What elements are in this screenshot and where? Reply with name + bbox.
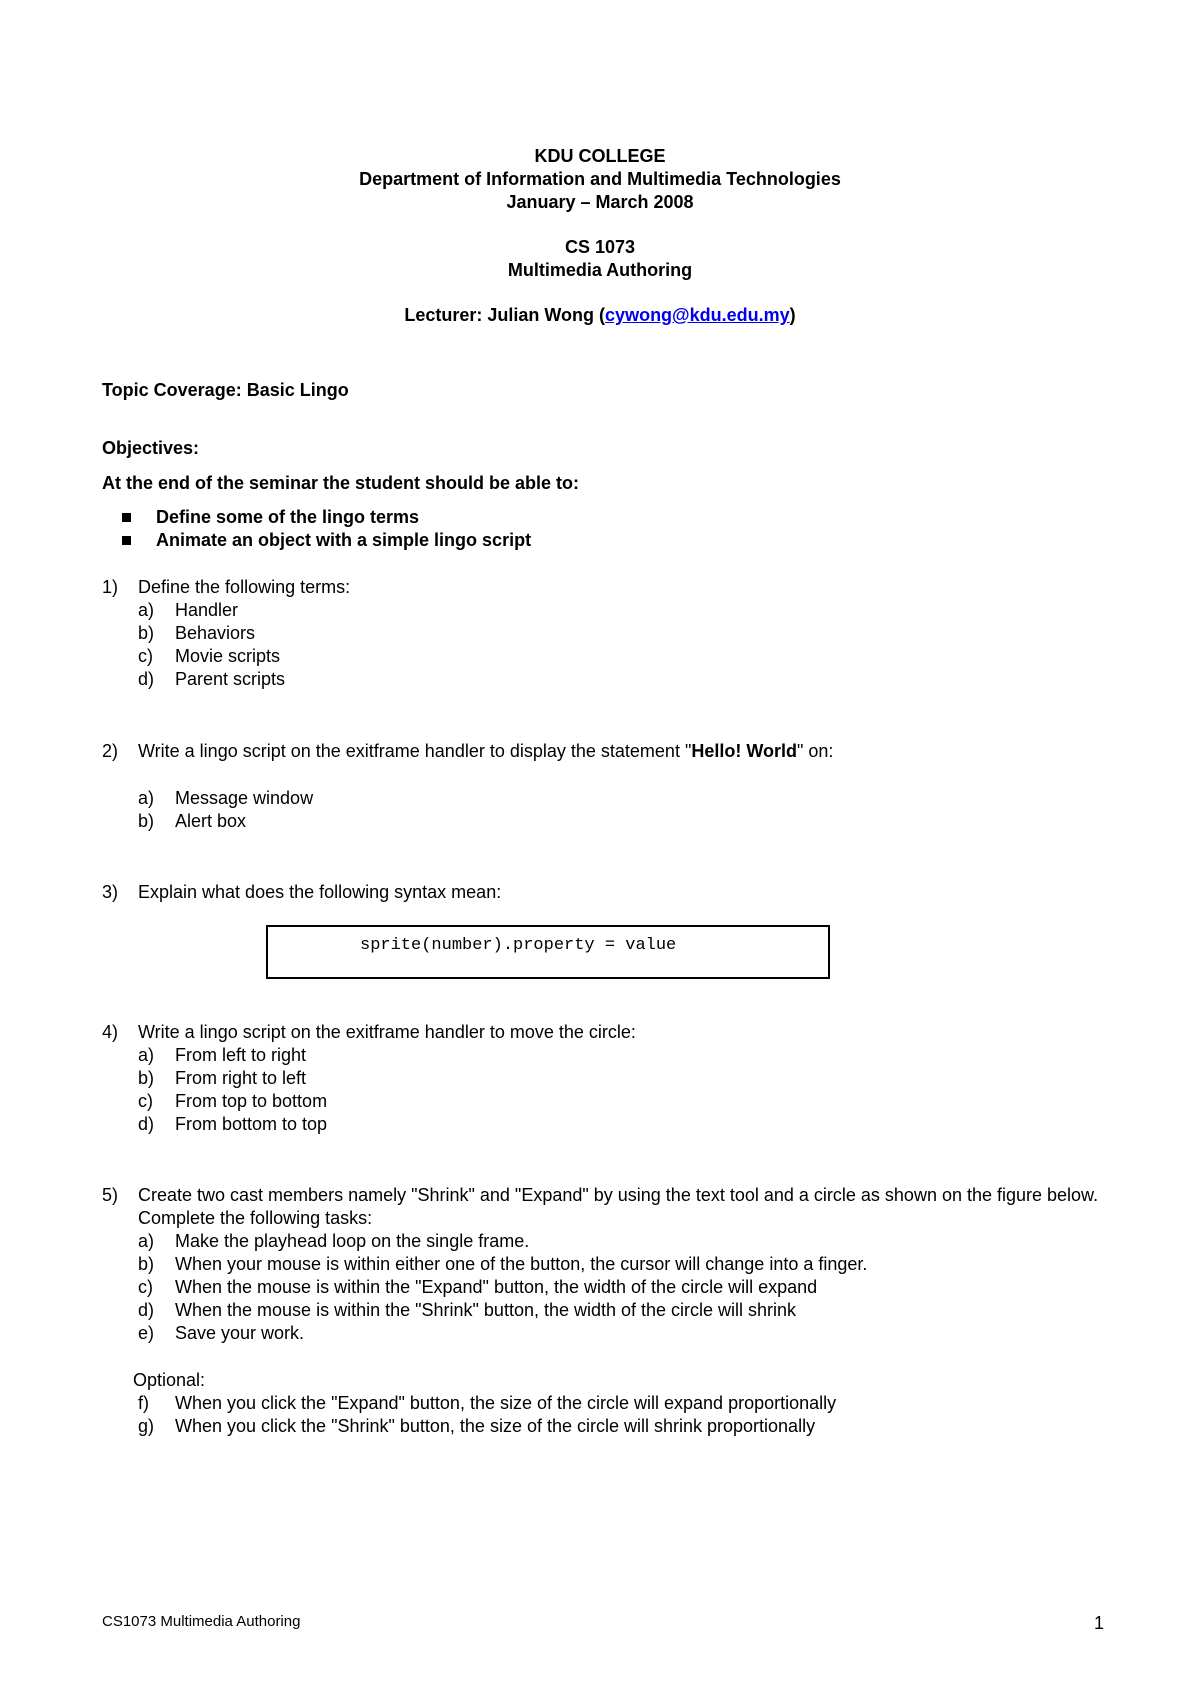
list-item: d) When the mouse is within the "Shrink" button, the width of the circle will shrink: [138, 1300, 797, 1320]
syntax-code-box: [266, 925, 830, 979]
question-number: 2): [102, 741, 119, 761]
question-2-options: [102, 787, 313, 833]
question-text: Write a lingo script on the exitframe handler to move the circle:: [138, 1022, 636, 1042]
list-item: b) Behaviors: [138, 623, 256, 643]
page-number: 1: [1094, 1613, 1105, 1633]
question-text: Create two cast members namely "Shrink" and "Expand" by using the text tool and a circle as shown on the figure below. Complete the following tasks:: [138, 1185, 1099, 1228]
objectives-intro: At the end of the seminar the student should be able to:: [102, 473, 580, 493]
list-item: g) When you click the "Shrink" button, the size of the circle will shrink proportionally: [138, 1416, 816, 1436]
question-text: Define the following terms:: [138, 577, 351, 597]
question-number: 4): [102, 1022, 119, 1042]
objective-item: Define some of the lingo terms: [122, 506, 531, 529]
college-name: KDU COLLEGE: [534, 146, 666, 166]
objective-item: Animate an object with a simple lingo script: [122, 529, 531, 552]
list-item: d) From bottom to top: [138, 1114, 328, 1134]
footer-course: CS1073 Multimedia Authoring: [102, 1613, 301, 1630]
lecturer-line: [0, 304, 1200, 327]
question-text: Write a lingo script on the exitframe handler to display the statement "Hello! World" on:: [138, 741, 834, 761]
syntax-code: sprite(number).property = value: [360, 936, 677, 955]
list-item: e) Save your work.: [138, 1323, 305, 1343]
term-period: January – March 2008: [506, 192, 694, 212]
topic-coverage: Topic Coverage: Basic Lingo: [102, 380, 349, 400]
course-code: CS 1073: [564, 237, 636, 257]
list-item: b) From right to left: [138, 1068, 307, 1088]
question-2: [102, 740, 833, 763]
list-item: c) Movie scripts: [138, 646, 281, 666]
question-number: 5): [102, 1185, 119, 1205]
list-item: c) When the mouse is within the "Expand" button, the width of the circle will expand: [138, 1277, 818, 1297]
list-item: a) Message window: [138, 788, 314, 808]
list-item: a) Make the playhead loop on the single frame.: [138, 1231, 530, 1251]
objectives-heading: Objectives:: [102, 438, 200, 458]
question-text: Explain what does the following syntax mean:: [138, 882, 502, 902]
bullet-square-icon: [122, 513, 131, 522]
lecturer-email-link[interactable]: cywong@kdu.edu.my: [605, 305, 790, 325]
question-number: 1): [102, 577, 119, 597]
question-3: [102, 881, 501, 904]
question-number: 3): [102, 882, 119, 902]
bullet-square-icon: [122, 536, 131, 545]
lecturer-prefix: Lecturer: Julian Wong (: [404, 305, 606, 325]
list-item: b) When your mouse is within either one of the button, the cursor will change into a finger.: [138, 1254, 868, 1274]
list-item: a) From left to right: [138, 1045, 307, 1065]
question-1: [102, 576, 350, 691]
department-name: Department of Information and Multimedia Technologies: [359, 169, 841, 189]
document-header: [0, 145, 1200, 327]
lecturer-suffix: ): [789, 305, 796, 325]
list-item: b) Alert box: [138, 811, 247, 831]
list-item: a) Handler: [138, 600, 239, 620]
list-item: c) From top to bottom: [138, 1091, 328, 1111]
question-5: [102, 1184, 1112, 1345]
optional-label: Optional:: [133, 1370, 206, 1390]
list-item: d) Parent scripts: [138, 669, 286, 689]
course-name: Multimedia Authoring: [507, 260, 693, 280]
optional-items: [102, 1392, 836, 1438]
objectives-list: [122, 506, 531, 552]
list-item: f) When you click the "Expand" button, the size of the circle will expand proportionally: [138, 1393, 837, 1413]
question-4: [102, 1021, 636, 1136]
